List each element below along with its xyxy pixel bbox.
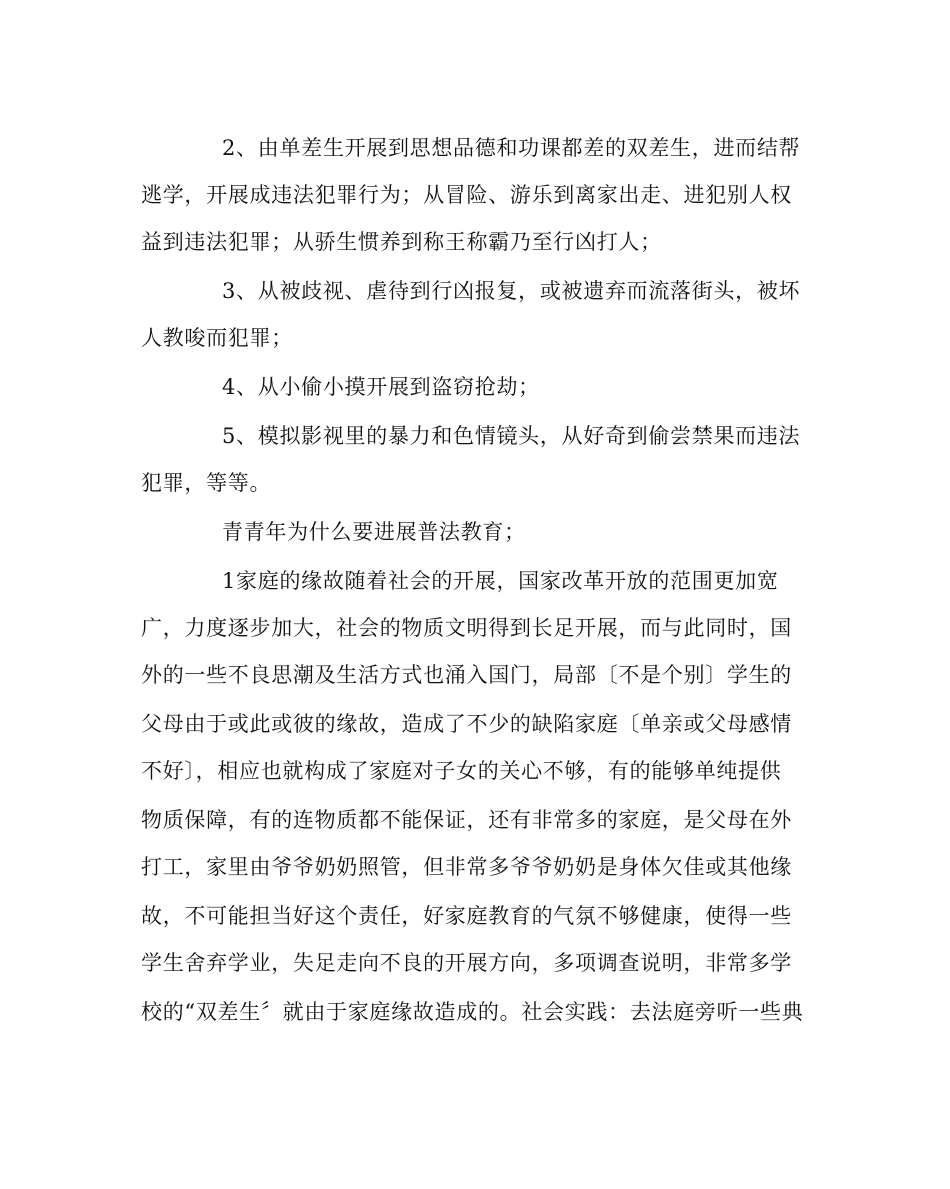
text-line: 故，不可能担当好这个责任，好家庭教育的气氛不够健康，使得一些 [141, 904, 792, 928]
text-line: 5、模拟影视里的暴力和色情镜头，从好奇到偷尝禁果而违法 [222, 424, 801, 448]
text-line: 3、从被歧视、虐待到行凶报复，或被遗弃而流落街头，被坏 [222, 279, 801, 303]
text-line: 2、由单差生开展到思想品德和功课都差的双差生，进而结帮 [222, 136, 801, 160]
text-line: 不好〕，相应也就构成了家庭对子女的关心不够，有的能够单纯提供 [141, 759, 782, 783]
text-line [0, 1043, 950, 1073]
text-line: 1家庭的缘故随着社会的开展，国家改革开放的范围更加宽 [222, 569, 779, 593]
text-line: 青青年为什么要进展普法教育； [222, 520, 526, 544]
text-line: 外的一些不良思潮及生活方式也涌入国门，局部〔不是个别〕学生的 [141, 663, 792, 687]
text-line: 学生舍弃学业，失足走向不良的开展方向，多项调查说明，非常多学 [141, 951, 792, 975]
text-line: 物质保障，有的连物质都不能保证，还有非常多的家庭，是父母在外 [141, 808, 792, 832]
text-line: 打工，家里由爷爷奶奶照管，但非常多爷爷奶奶是身体欠佳或其他缘 [141, 855, 792, 879]
text-line: 犯罪，等等。 [141, 471, 272, 495]
text-line: 校的“双差生〞就由于家庭缘故造成的。社会实践：去法庭旁听一些典 [141, 1000, 804, 1024]
text-line: 4、从小偷小摸开展到盗窃抢劫； [222, 375, 540, 399]
text-line: 广，力度逐步加大，社会的物质文明得到长足开展，而与此同时，国 [141, 616, 792, 640]
text-line: 逃学，开展成违法犯罪行为；从冒险、游乐到离家出走、进犯别人权 [141, 183, 792, 207]
text-line: 益到违法犯罪；从骄生惯养到称王称霸乃至行凶打人； [141, 230, 662, 254]
text-line: 人教唆而犯罪； [141, 326, 293, 350]
text-line: 父母由于或此或彼的缘故，造成了不少的缺陷家庭〔单亲或父母感情 [141, 712, 792, 736]
